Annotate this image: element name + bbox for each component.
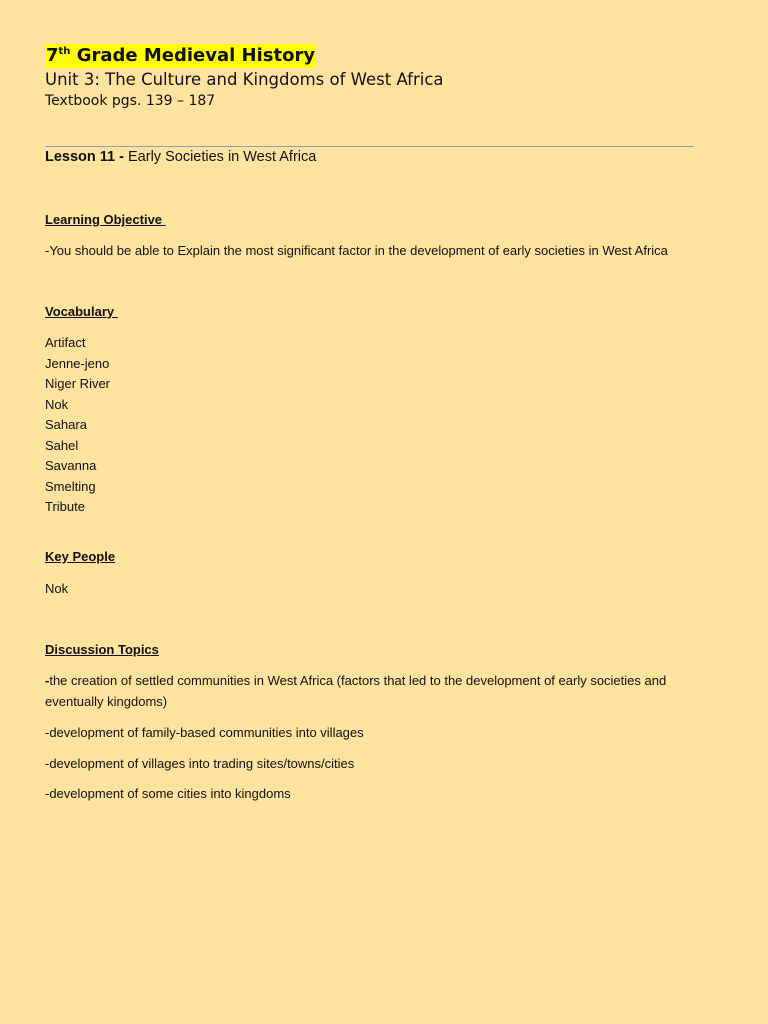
discussion-topic-text: the creation of settled communities in West Africa (factors that led to the development of early societies and eventually kingdoms) xyxy=(45,673,667,709)
discussion-topic-item: -development of villages into trading sites/towns/cities xyxy=(45,756,355,771)
discussion-topic-item: -development of family-based communities into villages xyxy=(45,725,364,740)
lesson-name: Early Societies in West Africa xyxy=(123,149,317,165)
discussion-topic-item xyxy=(45,670,725,712)
textbook-pages: Textbook pgs. 139 – 187 xyxy=(45,93,216,109)
course-title-superscript: th xyxy=(58,46,71,57)
learning-objective-heading: Learning Objective xyxy=(45,212,166,227)
vocabulary-item: Artifact xyxy=(45,335,86,350)
vocabulary-item: Sahara xyxy=(45,417,87,432)
vocabulary-item: Sahel xyxy=(45,438,79,453)
course-title xyxy=(45,44,316,68)
vocabulary-item: Niger River xyxy=(45,376,111,391)
learning-objective-text: -You should be able to Explain the most significant factor in the development of early societies in West Africa xyxy=(45,243,668,258)
discussion-topic-dash: - xyxy=(45,673,50,688)
vocabulary-item: Tribute xyxy=(45,499,85,514)
course-title-text: Grade Medieval History xyxy=(70,45,316,66)
vocabulary-item: Jenne-jeno xyxy=(45,356,110,371)
lesson-title xyxy=(45,146,316,168)
vocabulary-item: Nok xyxy=(45,397,69,412)
discussion-topics-heading: Discussion Topics xyxy=(45,642,159,657)
key-people-item: Nok xyxy=(45,581,69,596)
discussion-topic-item: -development of some cities into kingdoms xyxy=(45,786,291,801)
vocabulary-item: Smelting xyxy=(45,479,96,494)
vocabulary-item: Savanna xyxy=(45,458,97,473)
key-people-heading: Key People xyxy=(45,549,116,564)
course-title-number: 7 xyxy=(46,45,59,66)
vocabulary-heading: Vocabulary xyxy=(45,304,118,319)
lesson-label: Lesson 11 - xyxy=(45,149,124,165)
unit-title: Unit 3: The Culture and Kingdoms of West Africa xyxy=(45,70,444,89)
